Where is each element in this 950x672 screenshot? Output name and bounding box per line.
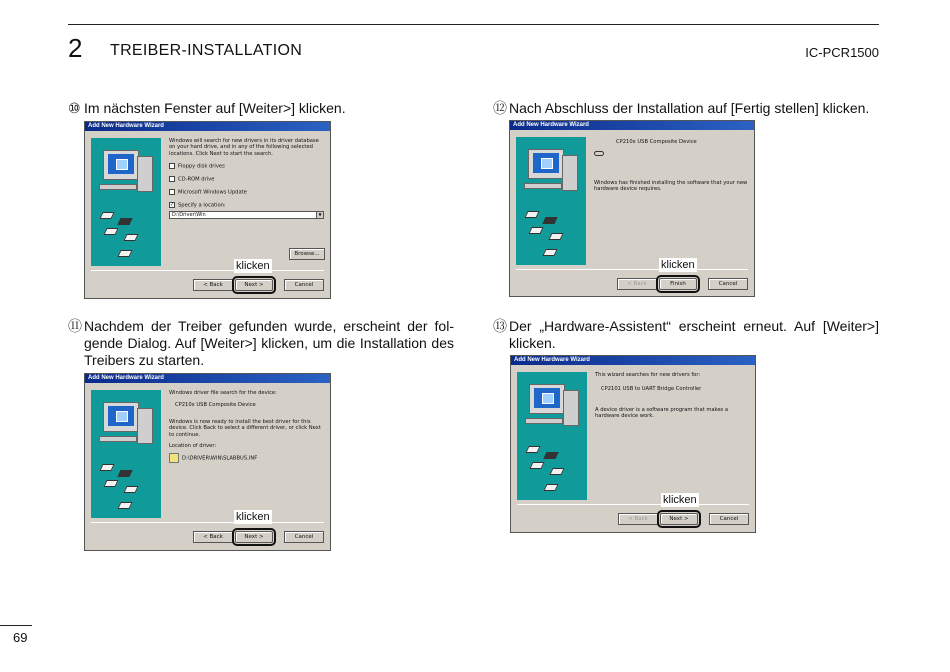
disk-icon — [525, 446, 540, 453]
wizard-intro: Windows will search for new drivers in its driver database on your hard drive, and in any of the following selected locations. Click Next to start the search. — [169, 138, 319, 157]
device-name: CP2101 USB to UART Bridge Controller — [601, 386, 702, 393]
usb-row — [594, 151, 748, 157]
cancel-button[interactable]: Cancel — [284, 531, 324, 543]
step-11 — [68, 318, 454, 369]
usb-icon — [594, 151, 604, 156]
option-floppy[interactable] — [169, 163, 324, 170]
top-rule — [68, 24, 879, 25]
wizard-content — [169, 138, 324, 219]
model-name: IC-PCR1500 — [805, 45, 879, 60]
computer-icon — [103, 402, 139, 432]
wizard-titlebar: Add New Hardware Wizard — [85, 122, 330, 131]
cancel-button[interactable]: Cancel — [284, 279, 324, 291]
page-number: 69 — [13, 630, 28, 645]
option-windows-update[interactable] — [169, 189, 324, 196]
step-number: ⑪ — [68, 318, 82, 334]
location-label: Location of driver: — [169, 443, 217, 450]
disk-icon — [117, 218, 132, 225]
option-label: CD-ROM drive — [178, 176, 215, 183]
option-label: Specify a location: — [178, 202, 226, 209]
location-value: D:\Driver\Win — [172, 211, 206, 218]
keyboard-icon — [99, 436, 137, 442]
step-text: Treibers zu starten. — [84, 352, 205, 368]
tower-icon — [137, 156, 153, 192]
disk-icon — [543, 452, 558, 459]
back-button[interactable]: < Back — [193, 531, 233, 543]
step-number: ⑬ — [493, 318, 507, 334]
option-cdrom[interactable] — [169, 176, 324, 183]
step-text: Der „Hardware-Assistent“ erscheint erneut. Auf [Weiter>] — [509, 318, 879, 334]
step-text: gende Dialog. Auf [Weiter>] klicken, um die Installation des — [84, 335, 454, 351]
wizard-text: This wizard searches for new drivers for: — [595, 372, 701, 378]
driver-path: D:\DRIVER\WIN\SLABBUS.INF — [182, 455, 258, 462]
klicken-callout: klicken — [663, 494, 697, 506]
disk-icon — [548, 233, 563, 240]
wizard-content — [169, 390, 324, 463]
step-number: ⑩ — [68, 100, 81, 116]
back-button[interactable]: < Back — [617, 278, 657, 290]
device-name: CP210x USB Composite Device — [175, 402, 256, 409]
step-text: Im nächsten Fenster auf [Weiter>] klicken. — [84, 100, 346, 116]
klicken-callout: klicken — [236, 511, 270, 523]
next-button[interactable]: Next > — [235, 531, 273, 543]
back-button[interactable]: < Back — [193, 279, 233, 291]
separator — [91, 522, 324, 523]
wizard-text: Windows is now ready to install the best driver for this device. Click Back to select a different driver, or click Next to continue. — [169, 418, 321, 438]
separator — [517, 504, 749, 505]
step-13 — [493, 318, 879, 352]
checkbox-icon[interactable] — [169, 163, 175, 169]
wizard-titlebar: Add New Hardware Wizard — [511, 356, 755, 365]
device-name: CP210x USB Composite Device — [616, 139, 697, 145]
checkbox-checked-icon[interactable]: ✓ — [170, 201, 175, 208]
computer-icon — [103, 150, 139, 180]
disk-icon — [543, 484, 558, 491]
disk-icon — [117, 502, 132, 509]
wizard-text: A device driver is a software program that makes a hardware device work. — [595, 406, 729, 420]
next-button[interactable]: Next > — [235, 279, 273, 291]
keyboard-icon — [99, 184, 137, 190]
chapter-title: TREIBER-INSTALLATION — [110, 42, 303, 59]
footer-rule — [0, 625, 32, 626]
step-number: ⑫ — [493, 100, 507, 116]
disk-icon — [524, 211, 539, 218]
wizard-window-hardware-assistant — [510, 355, 756, 533]
wizard-titlebar: Add New Hardware Wizard — [510, 121, 754, 130]
disk-icon — [529, 462, 544, 469]
tower-icon — [563, 390, 579, 426]
browse-button[interactable]: Browse... — [289, 248, 325, 260]
disk-icon — [542, 217, 557, 224]
finish-button[interactable]: Finish — [659, 278, 697, 290]
disk-icon — [549, 468, 564, 475]
next-button[interactable]: Next > — [660, 513, 698, 525]
location-combobox[interactable] — [169, 211, 324, 219]
disk-icon — [99, 464, 114, 471]
disk-icon — [117, 470, 132, 477]
driver-location — [169, 453, 324, 463]
tower-icon — [137, 408, 153, 444]
disk-icon — [542, 249, 557, 256]
computer-icon — [529, 384, 565, 414]
tower-icon — [562, 155, 578, 191]
computer-icon — [528, 149, 564, 179]
separator — [516, 269, 748, 270]
wizard-text: Windows has finished installing the software that your new hardware device requires. — [594, 179, 748, 193]
klicken-callout: klicken — [661, 259, 695, 271]
wizard-text: Windows driver file search for the device: — [169, 390, 277, 396]
wizard-content — [594, 137, 748, 193]
cancel-button[interactable]: Cancel — [708, 278, 748, 290]
wizard-illustration — [91, 138, 161, 266]
checkbox-icon[interactable] — [169, 189, 175, 195]
disk-icon — [99, 212, 114, 219]
wizard-window-search — [84, 121, 331, 299]
chapter-number: 2 — [68, 33, 83, 63]
disk-icon — [123, 486, 138, 493]
step-text: klicken. — [509, 335, 556, 351]
step-text: Nach Abschluss der Installation auf [Fertig stellen] klicken. — [509, 100, 870, 116]
wizard-illustration — [91, 390, 161, 518]
step-text: Nachdem der Treiber gefunden wurde, erscheint der fol- — [84, 318, 454, 334]
disk-icon — [103, 228, 118, 235]
klicken-callout: klicken — [236, 260, 270, 272]
wizard-window-driver-found — [84, 373, 331, 551]
disk-icon — [528, 227, 543, 234]
option-label: Microsoft Windows Update — [178, 189, 247, 196]
step-10 — [68, 100, 458, 117]
disk-icon — [103, 480, 118, 487]
disk-icon — [123, 234, 138, 241]
keyboard-icon — [524, 183, 562, 189]
chevron-down-icon[interactable]: ▼ — [316, 212, 323, 218]
option-label: Floppy disk drives — [178, 163, 225, 170]
wizard-illustration — [517, 372, 587, 500]
cancel-button[interactable]: Cancel — [709, 513, 749, 525]
separator — [91, 270, 324, 271]
folder-icon — [169, 453, 179, 463]
wizard-content — [595, 372, 749, 420]
step-12 — [493, 100, 883, 117]
option-specify-location[interactable] — [169, 202, 324, 209]
back-button[interactable]: < Back — [618, 513, 658, 525]
wizard-titlebar: Add New Hardware Wizard — [85, 374, 330, 383]
checkbox-icon[interactable] — [169, 176, 175, 182]
disk-icon — [117, 250, 132, 257]
wizard-window-finished — [509, 120, 755, 297]
keyboard-icon — [525, 418, 563, 424]
wizard-illustration — [516, 137, 586, 265]
